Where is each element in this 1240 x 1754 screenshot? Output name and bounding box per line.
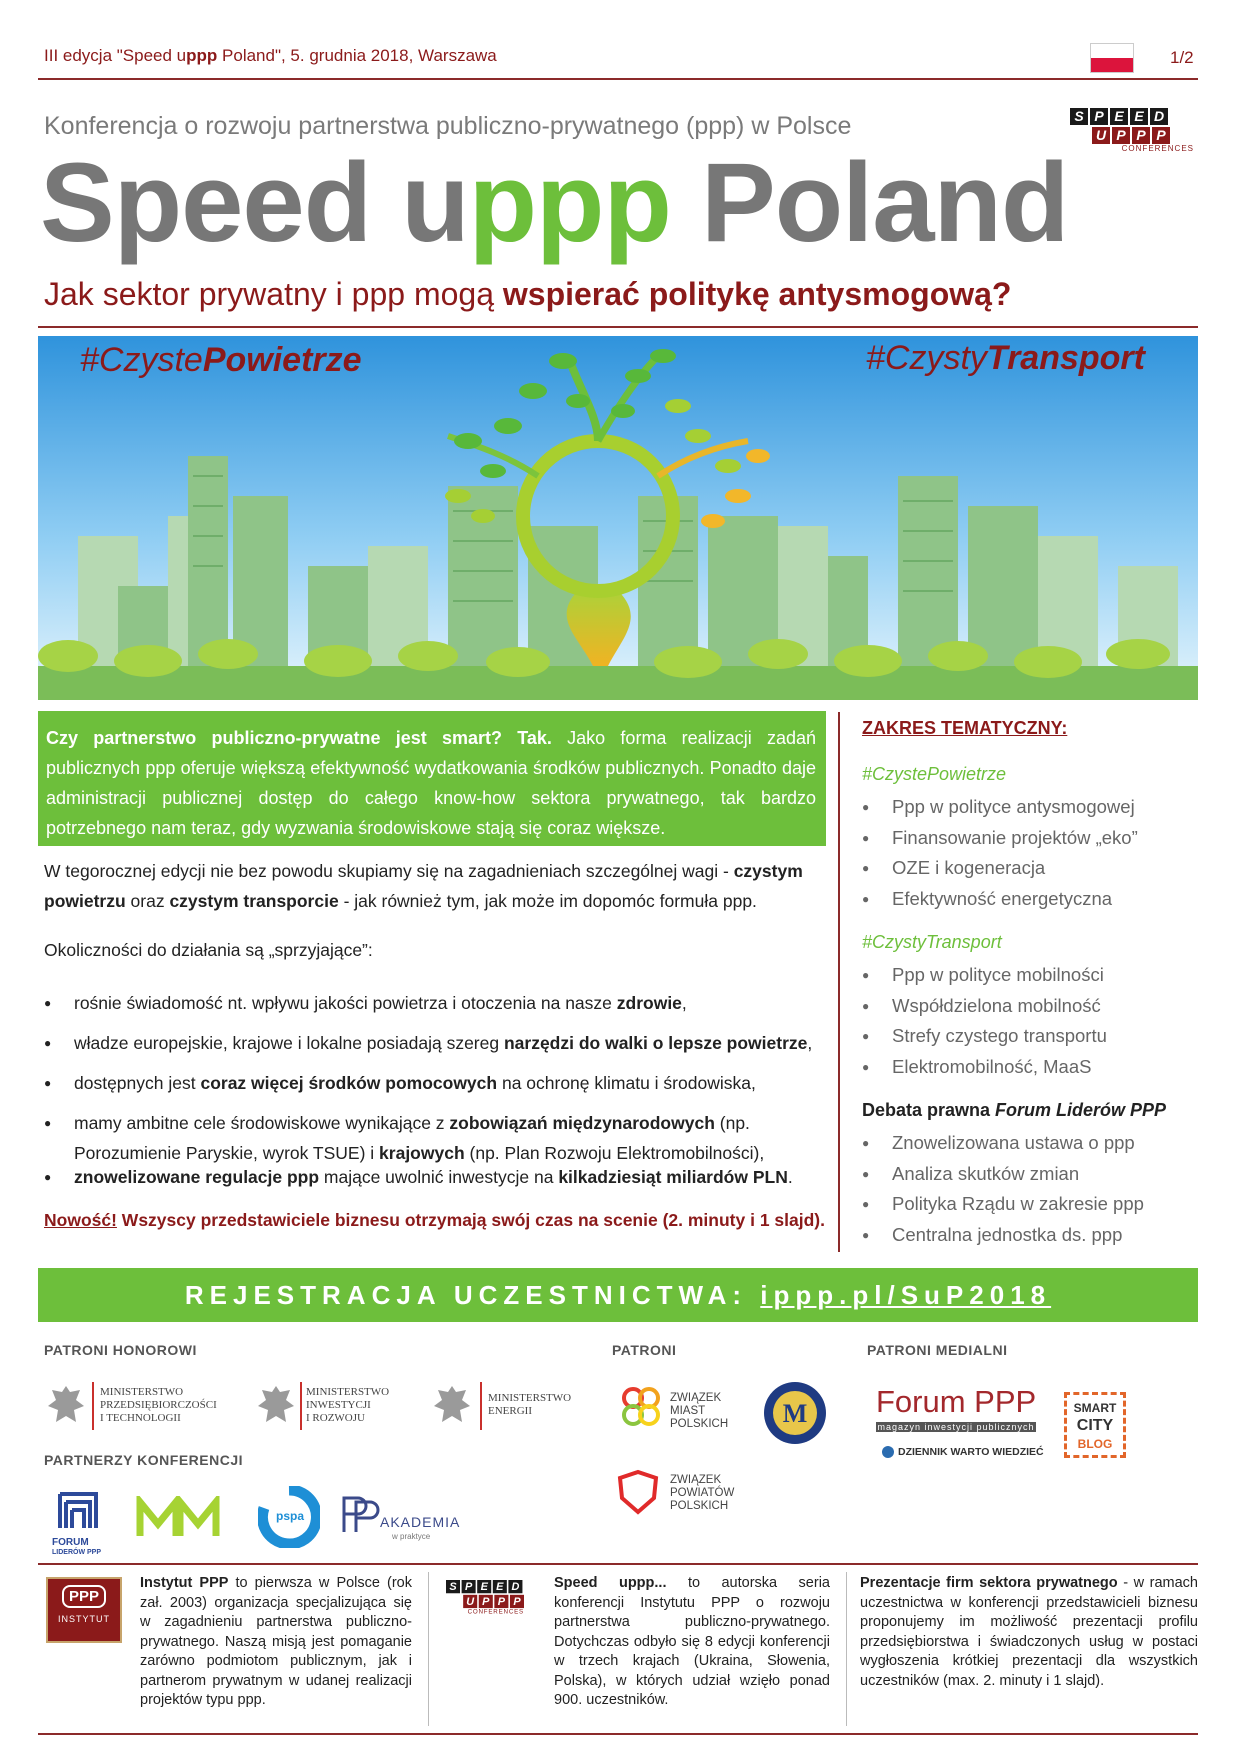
column-divider bbox=[846, 1572, 847, 1726]
registration-link[interactable]: ippp.pl/SuP2018 bbox=[760, 1280, 1052, 1310]
list-item: ● dostępnych jest coraz więcej środków pomocowych na ochronę klimatu i środowiska, bbox=[44, 1068, 828, 1098]
forum-liderow-icon bbox=[54, 1488, 102, 1534]
list-item: ● Centralna jednostka ds. ppp bbox=[862, 1220, 1144, 1251]
page-title: Speed uppp Poland bbox=[40, 140, 1069, 265]
city-tree-banner bbox=[38, 336, 1198, 700]
topic-list bbox=[862, 792, 1138, 914]
polish-eagle-icon bbox=[46, 1382, 86, 1430]
topics-heading: ZAKRES TEMATYCZNY: bbox=[862, 718, 1068, 738]
list-item: ● Analiza skutków zmian bbox=[862, 1159, 1144, 1190]
novelty-note: Nowość! Wszyscy przedstawiciele biznesu otrzymają swój czas na scenie (2. minuty i 1 slajd). bbox=[44, 1210, 825, 1230]
column-divider bbox=[428, 1572, 429, 1726]
instytut-ppp-logo: PPP INSTYTUT bbox=[46, 1577, 122, 1643]
honorary-patrons-heading: PATRONI HONOROWI bbox=[44, 1342, 197, 1358]
media-patrons-heading: PATRONI MEDIALNI bbox=[867, 1342, 1008, 1358]
svg-text:M: M bbox=[782, 1399, 808, 1428]
speed-uppp-logo: S P E E D U P P P CONFERENCES bbox=[1070, 108, 1194, 158]
speed-uppp-description: Speed uppp... to autorska seria konferencji Instytutu PPP o rozwoju partnerstwa publiczno-prywatnego. Dotychczas odbyło się 8 edycji konferencji w trzech krajach (Ukraina, Słowenia, Polska), w których udział wzięło ponad 900. uczestników. bbox=[554, 1575, 830, 1708]
list-item: ● Finansowanie projektów „eko” bbox=[862, 823, 1138, 854]
circumstances-paragraph: Okoliczności do działania są „sprzyjające”: bbox=[44, 940, 373, 960]
ministry-entrepreneurship-logo: MINISTERSTWO PRZEDSIĘBIORCZOŚCI I TECHNOLOGII bbox=[100, 1386, 217, 1424]
list-item: ● władze europejskie, krajowe i lokalne posiadają szereg narzędzi do walki o lepsze powietrze, bbox=[44, 1028, 828, 1058]
metropolis-seal-icon bbox=[762, 1380, 828, 1446]
speed-uppp-small-logo: S P E E D U P P P CONFERENCES bbox=[446, 1580, 524, 1615]
union-of-cities-logo: ZWIĄZEK MIAST POLSKICH bbox=[670, 1392, 729, 1430]
ministry-energy-logo: MINISTERSTWO ENERGII bbox=[488, 1392, 572, 1417]
bullet-list bbox=[44, 1028, 828, 1058]
conference-subtitle: Konferencja o rozwoju partnerstwa publiczno-prywatnego (ppp) w Polsce bbox=[44, 112, 852, 140]
forum-ppp-logo: Forum PPP bbox=[876, 1384, 1037, 1419]
registration-bar: REJESTRACJA UCZESTNICTWA: ippp.pl/SuP2018 bbox=[38, 1268, 1198, 1322]
hashtag-clean-air: #CzystePowietrze bbox=[80, 341, 362, 379]
smart-city-blog-logo: SMART CITY BLOG bbox=[1064, 1392, 1126, 1458]
topic-group-legal-debate: Debata prawna Forum Liderów PPP bbox=[862, 1100, 1167, 1120]
bullet-list bbox=[44, 1068, 828, 1098]
list-item: ● Współdzielona mobilność bbox=[862, 991, 1107, 1022]
divider bbox=[38, 1733, 1198, 1735]
list-item: ● Znowelizowana ustawa o ppp bbox=[862, 1128, 1144, 1159]
list-item: ● Strefy czystego transportu bbox=[862, 1021, 1107, 1052]
polish-eagle-icon bbox=[432, 1382, 472, 1430]
ministry-bar bbox=[480, 1382, 482, 1430]
list-item: ● Elektromobilność, MaaS bbox=[862, 1052, 1107, 1083]
union-of-cities-icon bbox=[618, 1384, 664, 1430]
union-of-counties-icon bbox=[614, 1468, 662, 1516]
forum-liderow-logo: FORUM LIDERÓW PPP bbox=[52, 1537, 102, 1556]
edition-line: III edycja "Speed uppp Poland", 5. grudnia 2018, Warszawa bbox=[44, 46, 497, 65]
hashtag-clean-transport: #CzystyTransport bbox=[866, 339, 1145, 377]
bullet-list bbox=[44, 1108, 828, 1168]
union-of-counties-logo: ZWIĄZEK POWIATÓW POLSKICH bbox=[670, 1474, 735, 1512]
page-number: 1/2 bbox=[1170, 48, 1194, 67]
forum-ppp-subtitle: magazyn inwestycji publicznych bbox=[877, 1422, 1035, 1432]
akademia-subtitle: w praktyce bbox=[392, 1532, 431, 1541]
poland-flag-icon bbox=[1090, 43, 1134, 73]
dziennik-logo: DZIENNIK WARTO WIEDZIEĆ bbox=[898, 1446, 1044, 1458]
bullet-list bbox=[44, 1162, 828, 1192]
topic-list bbox=[862, 960, 1107, 1082]
list-item: ● OZE i kogeneracja bbox=[862, 853, 1138, 884]
divider bbox=[38, 78, 1198, 80]
edition-paragraph: W tegorocznej edycji nie bez powodu skupiamy się na zagadnieniach szczególnej wagi - czystym powietrzu oraz czystym transporcie - jak również tym, jak może im dopomóc formuła ppp. bbox=[44, 861, 803, 911]
headline-question: Jak sektor prywatny i ppp mogą wspierać politykę antysmogową? bbox=[44, 276, 1012, 312]
divider bbox=[38, 1563, 1198, 1565]
pspa-logo: pspa bbox=[276, 1509, 305, 1523]
list-item: ● znowelizowane regulacje ppp mające uwolnić inwestycje na kilkadziesiąt miliardów PLN. bbox=[44, 1162, 828, 1192]
divider bbox=[38, 326, 1198, 328]
column-divider bbox=[838, 712, 840, 1252]
list-item: ● Ppp w polityce mobilności bbox=[862, 960, 1107, 991]
akademia-icon bbox=[338, 1492, 382, 1536]
list-item: ● rośnie świadomość nt. wpływu jakości powietrza i otoczenia na nasze zdrowie, bbox=[44, 988, 828, 1018]
list-item: ● Polityka Rządu w zakresie ppp bbox=[862, 1189, 1144, 1220]
instytut-ppp-description: Instytut PPP to pierwsza w Polsce (rok zał. 2003) organizacja specjalizująca się w zagadnieniu partnerstwa publiczno-prywatnego. Naszą misją jest pomaganie zarówno podmiotom publicznym, jak i partnerom prywatnym w udanej realizacji projektów typu ppp. bbox=[140, 1575, 412, 1708]
presentations-description: Prezentacje firm sektora prywatnego - w ramach uczestnictwa w konferencji przedstawicieli biznesu proponujemy im możliwość prezentacji profilu przedsiębiorstwa i świadczonych usług w postaci wygłoszenia krótkiej prezentacji dla wszystkich uczestników (max. 2. minuty i 1 slajd). bbox=[860, 1575, 1198, 1689]
intro-box: Czy partnerstwo publiczno-prywatne jest smart? Tak. Jako forma realizacji zadań publicznych ppp oferuje większą efektywność wydatkowania środków publicznych. Ponadto daje administracji publicznej dostęp do całego know-how sektora prywatnego, tak bardzo potrzebnego nam teraz, gdy wyzwania środowiskowe stają się coraz większe. bbox=[38, 711, 826, 846]
topic-group-clean-transport: #CzystyTransport bbox=[862, 932, 1002, 952]
list-item: ● mamy ambitne cele środowiskowe wynikające z zobowiązań międzynarodowych (np. Porozumienie Paryskie, wyrok TSUE) i krajowych (np. Plan Rozwoju Elektromobilności), bbox=[44, 1108, 828, 1168]
list-item: ● Efektywność energetyczna bbox=[862, 884, 1138, 915]
topic-group-clean-air: #CzystePowietrze bbox=[862, 764, 1007, 784]
list-item: ● Ppp w polityce antysmogowej bbox=[862, 792, 1138, 823]
patrons-heading: PATRONI bbox=[612, 1342, 677, 1358]
polish-eagle-icon bbox=[256, 1382, 296, 1430]
akademia-logo: AKADEMIA bbox=[380, 1514, 461, 1530]
ministry-bar bbox=[300, 1382, 302, 1430]
topic-list bbox=[862, 1128, 1144, 1250]
dziennik-icon bbox=[882, 1446, 894, 1458]
ministry-investment-logo: MINISTERSTWO INWESTYCJI I ROZWOJU bbox=[306, 1386, 390, 1424]
mm-partner-logo bbox=[136, 1496, 220, 1540]
ministry-bar bbox=[92, 1382, 94, 1430]
banner-illustration bbox=[38, 336, 1198, 700]
bullet-list bbox=[44, 988, 828, 1018]
partners-heading: PARTNERZY KONFERENCJI bbox=[44, 1452, 244, 1468]
